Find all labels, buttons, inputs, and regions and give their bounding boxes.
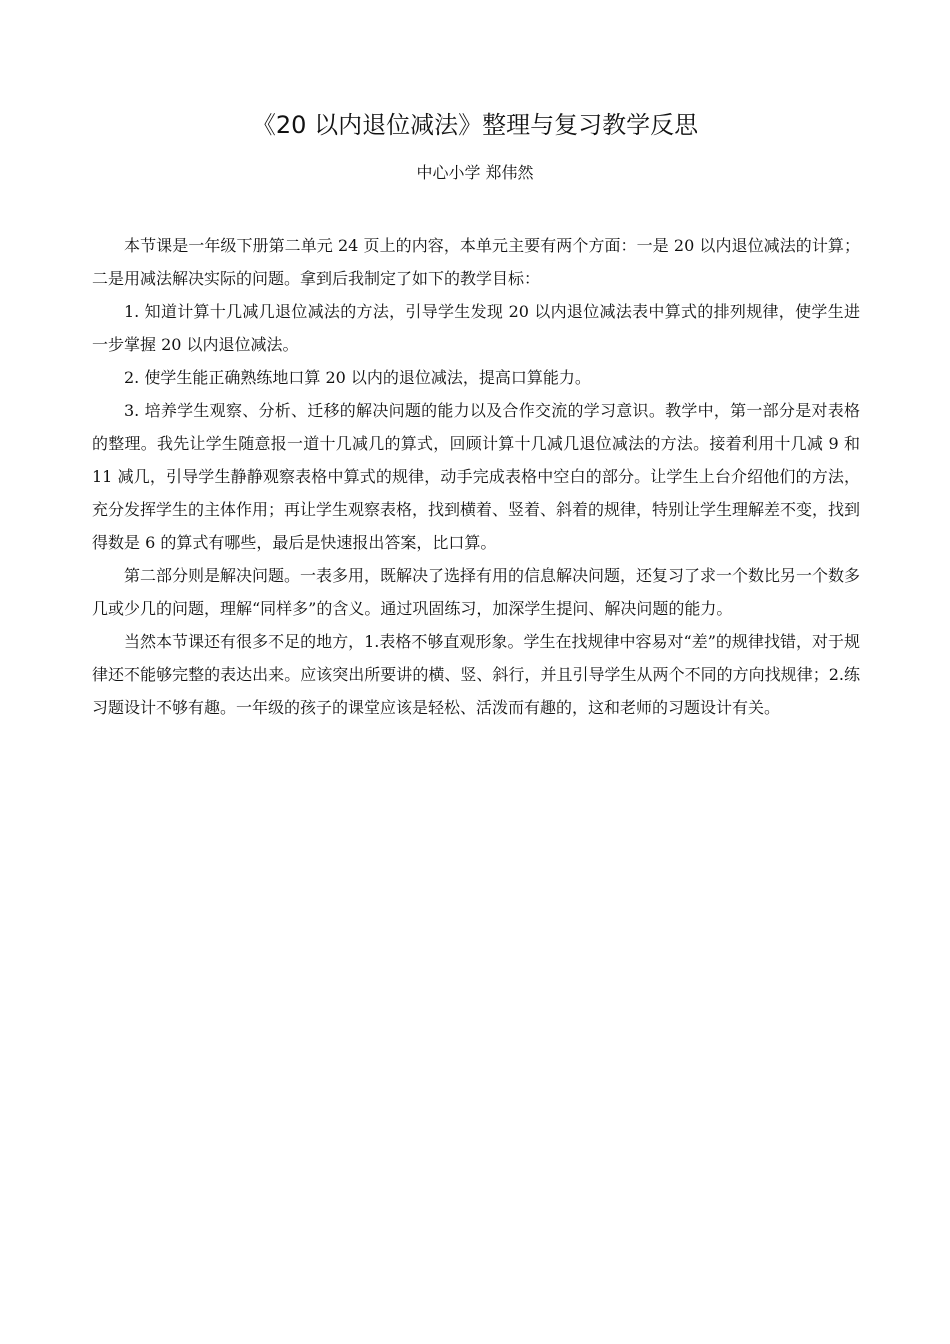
document-author: 中心小学 郑伟然	[416, 163, 534, 182]
document-title: 《20 以内退位减法》整理与复习教学反思	[251, 111, 699, 139]
paragraph-goal-2: 2. 使学生能正确熟练地口算 20 以内的退位减法，提高口算能力。	[124, 368, 591, 387]
paragraph-part-2: 第二部分则是解决问题。一表多用，既解决了选择有用的信息解决问题，还复习了求一个数比另一个数多几或少几的问题，理解“同样多”的含义。通过巩固练习，加深学生提问、解决问题的能力。	[92, 566, 861, 618]
document-body	[92, 229, 860, 724]
paragraph-shortcomings: 当然本节课还有很多不足的地方，1.表格不够直观形象。学生在找规律中容易对“差”的规律找错，对于规律还不能够完整的表达出来。应该突出所要讲的横、竖、斜行，并且引导学生从两个不同的方向找规律；2.练习题设计不够有趣。一年级的孩子的课堂应该是轻松、活泼而有趣的，这和老师的习题设计有关。	[92, 632, 860, 717]
paragraph-intro: 本节课是一年级下册第二单元 24 页上的内容，本单元主要有两个方面：一是 20 以内退位减法的计算；二是用减法解决实际的问题。拿到后我制定了如下的教学目标：	[92, 236, 860, 288]
paragraph-goal-1: 1. 知道计算十几减几退位减法的方法，引导学生发现 20 以内退位减法表中算式的排列规律，使学生进一步掌握 20 以内退位减法。	[92, 302, 860, 354]
paragraph-goal-3: 3. 培养学生观察、分析、迁移的解决问题的能力以及合作交流的学习意识。教学中，第一部分是对表格的整理。我先让学生随意报一道十几减几的算式，回顾计算十几减几退位减法的方法。接着利用十几减 9 和 11 减几，引导学生静静观察表格中算式的规律，动手完成表格中空白的部分。让学生上台介绍他们的方法，充分发挥学生的主体作用；再让学生观察表格，找到横着、竖着、斜着的规律，特别让学生理解差不变，找到得数是 6 的算式有哪些，最后是快速报出答案，比口算。	[92, 401, 861, 552]
